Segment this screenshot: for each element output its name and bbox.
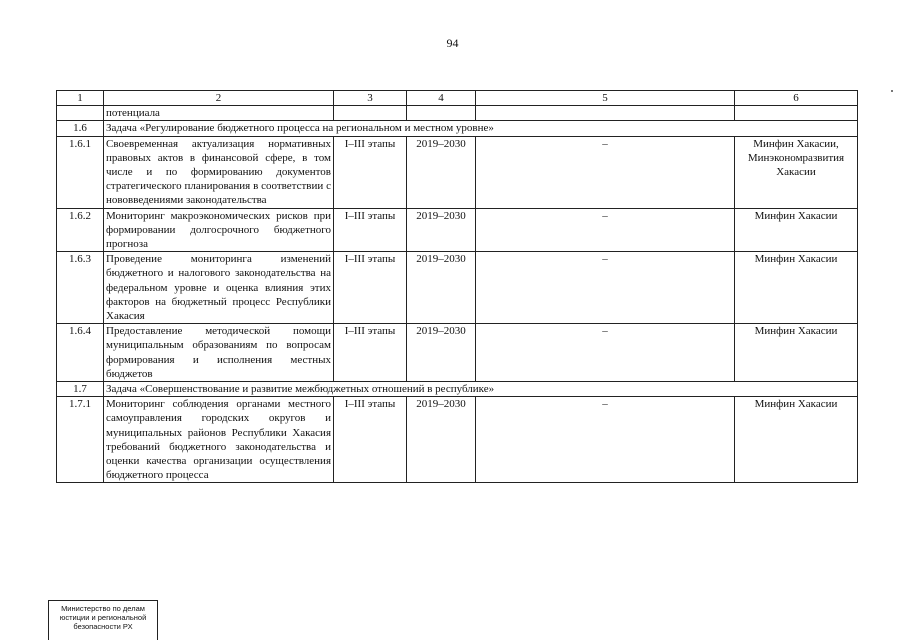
column-number-row — [57, 91, 858, 106]
task-title: Задача «Регулирование бюджетного процесса на региональном и местном уровне» — [104, 121, 858, 136]
item-stage: I–III этапы — [334, 252, 407, 324]
column-number: 4 — [407, 91, 476, 106]
task-row — [57, 121, 858, 136]
column-number: 6 — [735, 91, 858, 106]
column-number: 3 — [334, 91, 407, 106]
item-responsible: Минфин Хакасии — [735, 208, 858, 252]
measures-table — [56, 90, 858, 483]
item-number: 1.7.1 — [57, 397, 104, 483]
item-indicator: – — [476, 136, 735, 208]
item-name: Предоставление методической помощи муниципальным образованиям по вопросам формирования и исполнения местных бюджетов — [104, 324, 334, 382]
page-number: 94 — [446, 36, 459, 50]
item-number: 1.6.2 — [57, 208, 104, 252]
item-stage: I–III этапы — [334, 208, 407, 252]
item-indicator: – — [476, 324, 735, 382]
stamp-line: Министерство по делам — [61, 604, 145, 613]
item-responsible: Минфин Хакасии — [735, 324, 858, 382]
item-period: 2019–2030 — [407, 136, 476, 208]
item-number: 1.6.4 — [57, 324, 104, 382]
item-period: 2019–2030 — [407, 324, 476, 382]
item-indicator: – — [476, 252, 735, 324]
table-row — [57, 397, 858, 483]
item-name: Мониторинг макроэкономических рисков при формировании долгосрочного бюджетного прогноза — [104, 208, 334, 252]
item-period: 2019–2030 — [407, 208, 476, 252]
column-number: 2 — [104, 91, 334, 106]
task-row — [57, 382, 858, 397]
item-indicator: – — [476, 397, 735, 483]
item-responsible: Минфин Хакасии — [735, 252, 858, 324]
item-name: Проведение мониторинга изменений бюджетного и налогового законодательства на федеральном уровне и оценка влияния этих факторов на бюджетный процесс Республики Хакасия — [104, 252, 334, 324]
table-row — [57, 136, 858, 208]
item-number: 1.6.3 — [57, 252, 104, 324]
table-row — [57, 324, 858, 382]
item-period: 2019–2030 — [407, 252, 476, 324]
item-stage: I–III этапы — [334, 397, 407, 483]
item-stage: I–III этапы — [334, 324, 407, 382]
item-stage: I–III этапы — [334, 136, 407, 208]
registration-stamp — [48, 600, 158, 640]
scan-speck — [891, 90, 893, 92]
table-row — [57, 252, 858, 324]
table-row — [57, 208, 858, 252]
task-number: 1.6 — [57, 121, 104, 136]
item-responsible: Минфин Хакасии, Минэкономразвития Хакасии — [735, 136, 858, 208]
item-number: 1.6.1 — [57, 136, 104, 208]
item-indicator: – — [476, 208, 735, 252]
item-name: Своевременная актуализация нормативных правовых актов в финансовой сфере, в том числе и по формированию документов стратегического планирования в соответствии с нововведениями законодательства — [104, 136, 334, 208]
item-name: Мониторинг соблюдения органами местного самоуправления городских округов и муниципальных районов Республики Хакасия требований бюджетного законодательства и оценки качества организации осуществления бюджетного процесса — [104, 397, 334, 483]
continuation-row — [57, 106, 858, 121]
item-period: 2019–2030 — [407, 397, 476, 483]
stamp-line: юстиции и региональной — [59, 613, 147, 622]
column-number: 5 — [476, 91, 735, 106]
task-number: 1.7 — [57, 382, 104, 397]
stamp-line: безопасности РХ — [73, 622, 133, 631]
item-responsible: Минфин Хакасии — [735, 397, 858, 483]
continuation-text: потенциала — [104, 106, 334, 121]
task-title: Задача «Совершенствование и развитие межбюджетных отношений в республике» — [104, 382, 858, 397]
column-number: 1 — [57, 91, 104, 106]
